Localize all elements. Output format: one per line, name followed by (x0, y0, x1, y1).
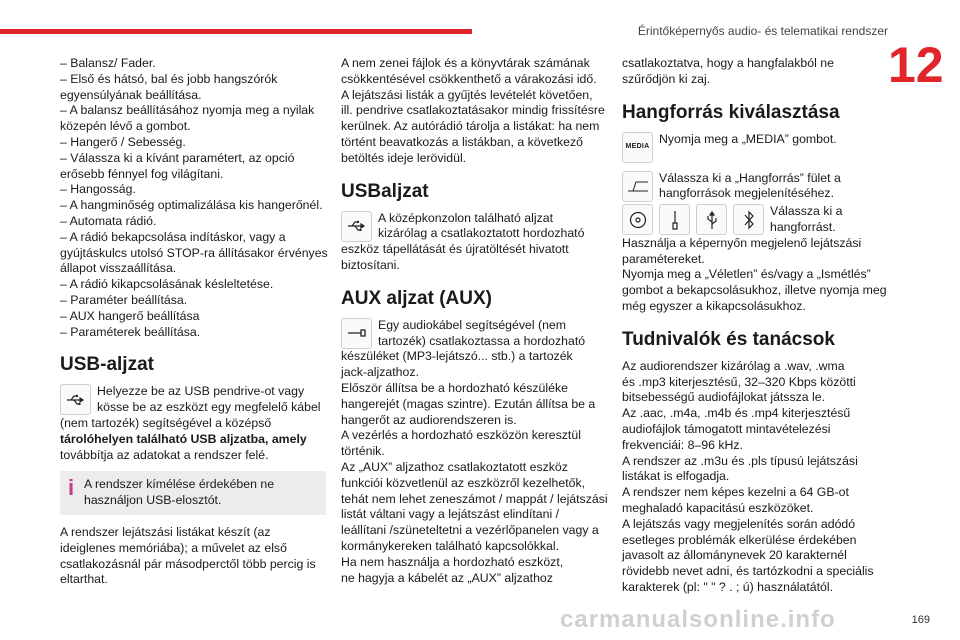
tab-row-text (659, 171, 888, 203)
usb-icon-text (97, 384, 326, 416)
text-line: listákat is elfogadja. (622, 469, 730, 484)
text-line: listát váltani vagy a lejátszást elindítani / (341, 507, 560, 522)
usbaljzat-icon-row (341, 211, 607, 243)
text-line: hangforrást. (770, 219, 836, 234)
text-line: gombot a bekapcsolásukhoz, illetve nyomja meg (622, 283, 887, 298)
text-line: tehát nem lehet zeneszámot / mappát / lejátszási (341, 491, 608, 506)
text-line: Ha nem használja a hordozható eszközt, (341, 554, 564, 569)
settings-list (60, 56, 326, 340)
text-line: karakterek (pl: " " ? . ; ú) használatától. (622, 579, 834, 594)
text-line: A rendszer lejátszási listákat készít (az (60, 524, 271, 539)
text-line: – A balansz beállításához nyomja meg a nyilak (60, 103, 315, 118)
text-line: eltarthat. (60, 572, 108, 587)
text-line: ideiglenes memóriába); a művelet az első (60, 540, 287, 555)
text-line: szűrődjön ki zaj. (622, 71, 711, 86)
text-line: A vezérlés a hordozható eszközön keresztül (341, 428, 581, 443)
usb-icon (60, 384, 91, 415)
text-line: – Paraméterek beállítása. (60, 324, 201, 339)
text-line: Válassza ki a (770, 204, 843, 219)
text-line: (nem tartozék) segítségével a középső (60, 415, 272, 430)
usb-heading: USB-aljzat (60, 354, 154, 376)
source-heading: Hangforrás kiválasztása (622, 101, 840, 123)
text-line: jack-aljzathoz. (341, 365, 419, 380)
text-line: Nyomja meg a „Véletlen” és/vagy a „Ismétlés” (622, 267, 871, 282)
info-note (60, 471, 326, 515)
text-line: hangerőt az audiorendszeren is. (341, 412, 517, 427)
text-line: csökkentésével csökkenthető a várakozási idő. (341, 71, 597, 86)
info-icon: i (68, 475, 75, 501)
watermark: carmanualsonline.info (560, 606, 836, 633)
page-number: 169 (911, 614, 930, 626)
aux-heading: AUX aljzat (AUX) (341, 287, 492, 309)
text-line: – Paraméter beállítása. (60, 292, 188, 307)
text-line: A rendszer nem képes kezelni a 64 GB-ot (622, 485, 849, 500)
aux-icon-row (341, 318, 607, 350)
usb-icon (696, 204, 727, 235)
chapter-number: 12 (888, 37, 944, 93)
text-line: történt beavatkozás a listákban, a következő (341, 134, 583, 149)
text-line: Válassza ki a „Hangforrás” fület a (659, 170, 841, 185)
text-line: A rendszer az .m3u és .pls típusú lejátszási (622, 453, 858, 468)
text-line: csatlakozásnál pár másodperctől több percig is (60, 556, 316, 571)
text-line: – AUX hangerő beállítása (60, 308, 200, 323)
column-2 (341, 56, 607, 586)
cd-icon (622, 204, 653, 235)
text-line: Először állítsa be a hordozható készüléke (341, 380, 568, 395)
text-line: eszköz tápellátását és újratöltését hivatott (341, 242, 569, 257)
aux-jack-icon (341, 318, 372, 349)
text-line: kösse be az eszközt egy megfelelő kábel (97, 400, 321, 415)
source-icons-row (622, 204, 888, 236)
text-line: A lejátszás vagy megjelenítés során adódó (622, 516, 856, 531)
text-line: hangerejét (magas szintre). Ezután állítsa be a (341, 396, 596, 411)
text-line: Egy audiokábel segítségével (nem (378, 317, 566, 332)
text-line: – Hangosság. (60, 182, 136, 197)
jack-icon (659, 204, 690, 235)
info-text (84, 477, 274, 509)
header-accent-bar (0, 29, 472, 34)
text-line: Nyomja meg a „MEDIA” gombot. (659, 131, 837, 146)
text-line: esetleges problémák elkerülése érdekében (622, 532, 857, 547)
text-line: készüléket (MP3-lejátszó... stb.) a tartozék (341, 349, 573, 364)
text-line: paramétereket. (622, 251, 705, 266)
text-line: Az audiorendszer kizárólag a .wav, .wma (622, 358, 845, 373)
text-line: Az „AUX” aljzathoz csatlakoztatott eszköz (341, 459, 568, 474)
tips-heading: Tudnivalók és tanácsok (622, 328, 835, 350)
text-line: – A hangminőség optimalizálása kis hangerőnél. (60, 198, 323, 213)
text-line: még egyszer a kikapcsolásukhoz. (622, 298, 806, 313)
text-line: Helyezze be az USB pendrive-ot vagy (97, 384, 305, 399)
text-line: – Válassza ki a kívánt paramétert, az opció (60, 150, 295, 165)
text-line: audiofájlok támogatott mintavételezési (622, 421, 831, 436)
usb-icon-row (60, 384, 326, 416)
text-line: A lejátszási listák a gyűjtés levételét követően, (341, 87, 593, 102)
text-line: Használja a képernyőn megjelenő lejátszási (622, 235, 862, 250)
text-line: ne hagyja a kábelét az „AUX” aljzathoz (341, 570, 553, 585)
text-line: hangforrások megjelenítéséhez. (659, 186, 834, 201)
text-line: használjon USB-elosztót. (84, 493, 222, 508)
media-row (622, 132, 888, 163)
text-line: A középkonzolon található aljzat (378, 210, 554, 225)
text-line: gyújtáskulcs utolsó STOP-ra állításakor érvényes (60, 245, 328, 260)
text-line: frekvenciái: 8–96 kHz. (622, 437, 743, 452)
bluetooth-icon (733, 204, 764, 235)
text-line: – A rádió bekapcsolása indításkor, vagy a (60, 229, 286, 244)
aux-icon-text (378, 318, 607, 350)
text-line: közepén lévő a gombot. (60, 119, 191, 134)
usbaljzat-icon-text (378, 211, 607, 243)
text-line: kormánykereken található kapcsolókkal. (341, 538, 560, 553)
column-1 (60, 56, 326, 588)
column-3 (622, 56, 888, 596)
text-line: – Hangerő / Sebesség. (60, 134, 186, 149)
text-line: Az .aac, .m4a, .m4b és .mp4 kiterjesztésű (622, 406, 851, 421)
text-line: kerülnek. Az autórádió tárolja a listákat: ha nem (341, 119, 600, 134)
text-line: és .mp3 kiterjesztésű, 32–320 Kbps közötti (622, 374, 856, 389)
media-button-icon: MEDIA (622, 132, 653, 163)
text-line: ill. pendrive csatlakoztatásakor mindig frissítésre (341, 103, 605, 118)
text-line: – Automata rádió. (60, 213, 157, 228)
page-header-title: Érintőképernyős audio- és telematikai rendszer (637, 24, 888, 38)
text-line: biztosítani. (341, 257, 400, 272)
text-line: egyensúlyának beállítása. (60, 87, 202, 102)
text-line: erősebb fénnyel fog világítani. (60, 166, 224, 181)
text-line: leállítani /szüneteltetni a vezérlőpanelen vagy a (341, 523, 599, 538)
text-line: tartozék) csatlakoztassa a hordozható (378, 333, 586, 348)
text-line: csatlakoztatva, hogy a hangfalakból ne (622, 56, 834, 70)
text-line: történik. (341, 444, 385, 459)
text-line: – A rádió kikapcsolásának késleltetése. (60, 277, 274, 292)
text-line: betöltés ideje lerövidül. (341, 150, 467, 165)
usb-icon (341, 211, 372, 242)
tab-row (622, 171, 888, 203)
text-line: meghaladó kapacitású eszközöket. (622, 500, 814, 515)
usbaljzat-heading: USBaljzat (341, 180, 429, 202)
select-text (770, 204, 888, 236)
text-line: kizárólag a csatlakoztatott hordozható (378, 226, 585, 241)
source-icons (622, 204, 764, 235)
text-line: javasolt az állománynevek 20 karakternél (622, 548, 847, 563)
text-line: A rendszer kímélése érdekében ne (84, 477, 275, 492)
text-line: továbbítja az adatokat a rendszer felé. (60, 447, 269, 462)
text-line: állapot visszaállítása. (60, 261, 177, 276)
source-tab-icon (622, 171, 653, 202)
text-line: A nem zenei fájlok és a könyvtárak számának (341, 56, 590, 70)
text-line: funkciói közvetlenül az eszközről kezelhetők, (341, 475, 586, 490)
text-line: tárolóhelyen található USB aljzatba, amely (60, 431, 307, 446)
text-line: – Első és hátsó, bal és jobb hangszórók (60, 71, 278, 86)
text-line: bitsebességű audiofájlokat játssza le. (622, 390, 826, 405)
text-line: rövidebb nevet adni, és tartózkodni a speciális (622, 564, 874, 579)
text-line: – Balansz/ Fader. (60, 56, 156, 70)
